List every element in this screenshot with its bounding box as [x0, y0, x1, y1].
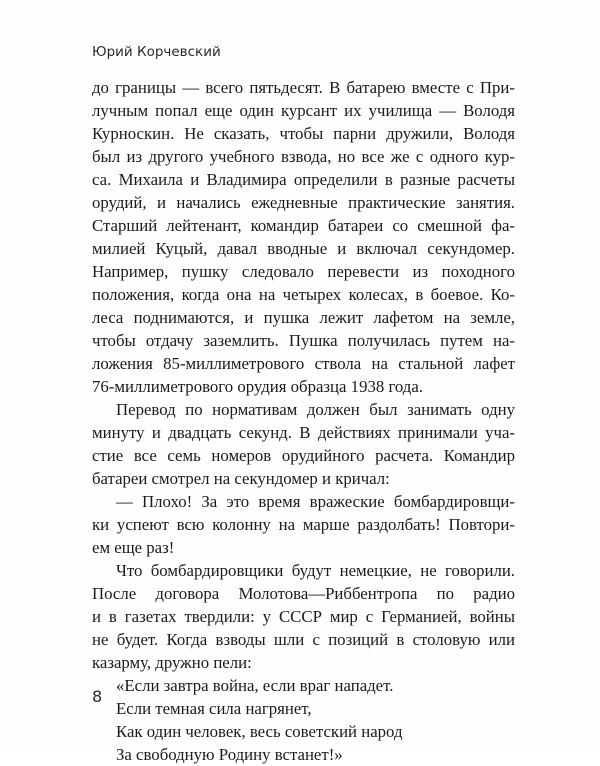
text-line: казарму, дружно пели: [92, 653, 252, 672]
text-line: до границы — всего пятьдесят. В батарею вместе с При- [92, 78, 515, 97]
text-line: Перевод по нормативам должен был занимать одну [116, 400, 515, 419]
verse-line: Как один человек, весь советский народ [116, 722, 403, 741]
text-line: положения, когда она на четырех колесах, в боевое. Ко- [92, 285, 515, 304]
text-line: чтобы отдачу заземлить. Пушка получилась путем на- [92, 331, 515, 350]
text-line: ем еще раз! [92, 538, 175, 557]
paragraph-1 [92, 76, 515, 398]
paragraph-2 [92, 398, 515, 490]
text-line: был из другого учебного взвода, но все же с одного кур- [92, 147, 515, 166]
text-line: са. Михаила и Владимира определили в разные расчеты [92, 170, 515, 189]
text-line: После договора Молотова—Риббентропа по радио [92, 584, 515, 603]
text-line: и в газетах твердили: у СССР мир с Германией, войны [92, 607, 515, 626]
text-line: Старший лейтенант, командир батареи со смешной фа- [92, 216, 515, 235]
text-line: ки успеют всю колонну на марше раздолбать! Повтори- [92, 515, 515, 534]
paragraph-4 [92, 559, 515, 674]
verse-line: За свободную Родину встанет!» [116, 745, 343, 764]
text-line: — Плохо! За это время вражеские бомбардировщи- [116, 492, 515, 511]
paragraph-3-dialogue [92, 490, 515, 559]
verse-line: Если темная сила нагрянет, [116, 699, 312, 718]
text-line: милией Куцый, давал вводные и включал секундомер. [92, 239, 515, 258]
text-line: ложения 85-миллиметрового ствола на стальной лафет [92, 354, 515, 373]
text-line: Курноскин. Не сказать, чтобы парни дружили, Володя [92, 124, 515, 143]
text-line: батареи смотрел на секундомер и кричал: [92, 469, 390, 488]
text-line: Что бомбардировщики будут немецкие, не говорили. [116, 561, 515, 580]
page-number: 8 [92, 687, 103, 706]
text-line: минуту и двадцать секунд. В действиях принимали уча- [92, 423, 515, 442]
body-text [92, 76, 515, 766]
text-line: лучным попал еще один курсант их училища — Володя [92, 101, 515, 120]
running-head-author: Юрий Корчевский [92, 44, 221, 60]
text-line: орудий, и начались ежедневные практические занятия. [92, 193, 515, 212]
verse-line: «Если завтра война, если враг нападет. [116, 676, 394, 695]
text-line: 76-миллиметрового орудия образца 1938 года. [92, 377, 423, 396]
text-line: Например, пушку следовало перевести из походного [92, 262, 515, 281]
text-line: стие все семь номеров орудийного расчета. Командир [92, 446, 515, 465]
text-line: леса поднимаются, и пушка лежит лафетом на земле, [92, 308, 515, 327]
text-line: не будет. Когда взводы шли с позиций в столовую или [92, 630, 515, 649]
song-verse [92, 674, 515, 766]
